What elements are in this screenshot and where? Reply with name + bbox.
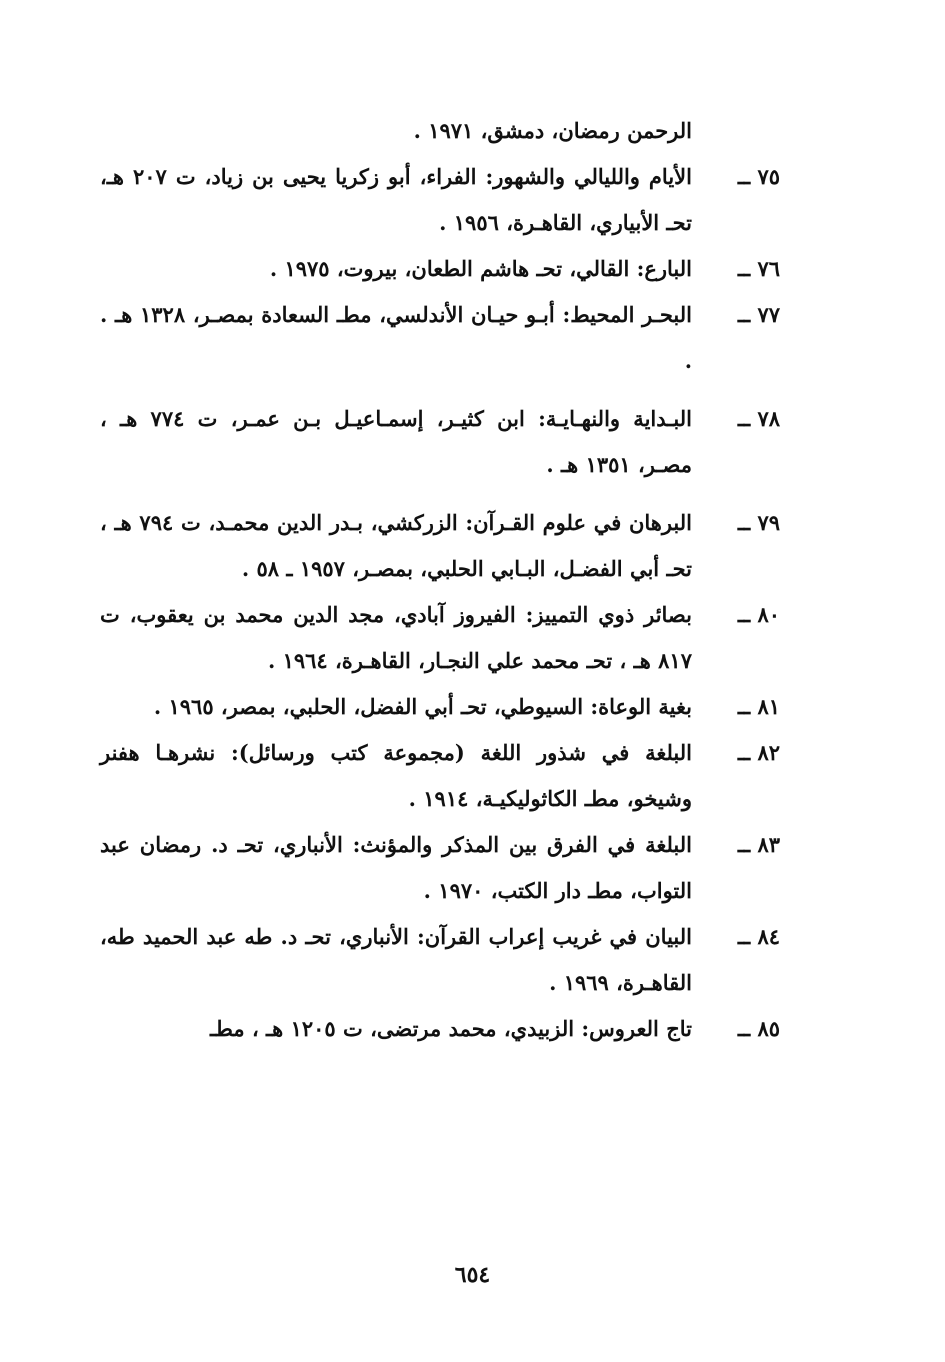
list-item <box>100 246 780 292</box>
entry-number: ٧٨ ــ <box>737 406 780 431</box>
entry-number: ٨٤ ــ <box>737 924 780 949</box>
list-item <box>100 292 780 384</box>
bibliography-list <box>100 108 780 1052</box>
entry-text: البـداية والنهـايـة: ابن كثيـر، إسمـاعيـل بـن عمـر، ت ٧٧٤ هـ ، مصـر، ١٣٥١ هـ . <box>100 406 692 477</box>
entry-text: البيان في غريب إعراب القرآن: الأنباري، تحـ د. طه عبد الحميد طه، القاهـرة، ١٩٦٩ . <box>100 924 692 995</box>
entry-number: ٧٩ ــ <box>737 510 780 535</box>
entry-number: ٨٥ ــ <box>737 1016 780 1041</box>
page-number: ٦٥٤ <box>454 1262 491 1288</box>
list-item <box>100 914 780 1006</box>
entry-number: ٧٧ ــ <box>737 302 780 327</box>
entry-text: بصائر ذوي التمييز: الفيروز آبادي، مجد الدين محمد بن يعقوب، ت ٨١٧ هـ ، تحـ محمد علي النجـار، القاهـرة، ١٩٦٤ . <box>100 602 692 673</box>
entry-text: بغية الوعاة: السيوطي، تحـ أبي الفضل، الحلبي، بمصر، ١٩٦٥ . <box>153 694 692 719</box>
entry-number: ٨٢ ــ <box>737 740 780 765</box>
entry-number: ٧٦ ــ <box>737 256 780 281</box>
list-item <box>100 396 780 488</box>
entry-number: ٨١ ــ <box>737 694 780 719</box>
entry-text: تاج العروس: الزبيدي، محمد مرتضى، ت ١٢٠٥ هـ ، مطـ <box>210 1016 692 1041</box>
list-item <box>100 592 780 684</box>
entry-number: ٨٣ ــ <box>737 832 780 857</box>
entry-text: الرحمن رمضان، دمشق، ١٩٧١ . <box>413 118 692 143</box>
entry-text: البلغة في شذور اللغة (مجموعة كتب ورسائل): نشرهـا هفنر وشيخو، مطـ الكاثوليكيـة، ١٩١٤ . <box>100 740 692 811</box>
list-item <box>100 154 780 246</box>
entry-text: البلغة في الفرق بين المذكر والمؤنث: الأنباري، تحـ د. رمضان عبد التواب، مطـ دار الكتب، ١٩٧٠ . <box>100 832 692 903</box>
list-item <box>100 108 780 154</box>
list-item <box>100 684 780 730</box>
entry-number: ٧٥ ــ <box>737 164 780 189</box>
entry-text: البحـر المحيط: أبـو حيـان الأندلسي، مطـ السعادة بمصـر، ١٣٢٨ هـ . . <box>100 302 692 373</box>
list-item <box>100 500 780 592</box>
list-item <box>100 1006 780 1052</box>
entry-number: ٨٠ ــ <box>737 602 780 627</box>
list-item <box>100 730 780 822</box>
entry-text: البارع: القالي، تحـ هاشم الطعان، بيروت، ١٩٧٥ . <box>269 256 692 281</box>
list-item <box>100 822 780 914</box>
entry-text: البرهان في علوم القـرآن: الزركشي، بـدر الدين محمـد، ت ٧٩٤ هـ ، تحـ أبي الفضـل، البـابي الحلبي، بمصـر، ١٩٥٧ ـ ٥٨ . <box>100 510 692 581</box>
entry-text: الأيام والليالي والشهور: الفراء، أبو زكريا يحيى بن زياد، ت ٢٠٧ هـ، تحـ الأبياري، القاهـرة، ١٩٥٦ . <box>100 164 692 235</box>
